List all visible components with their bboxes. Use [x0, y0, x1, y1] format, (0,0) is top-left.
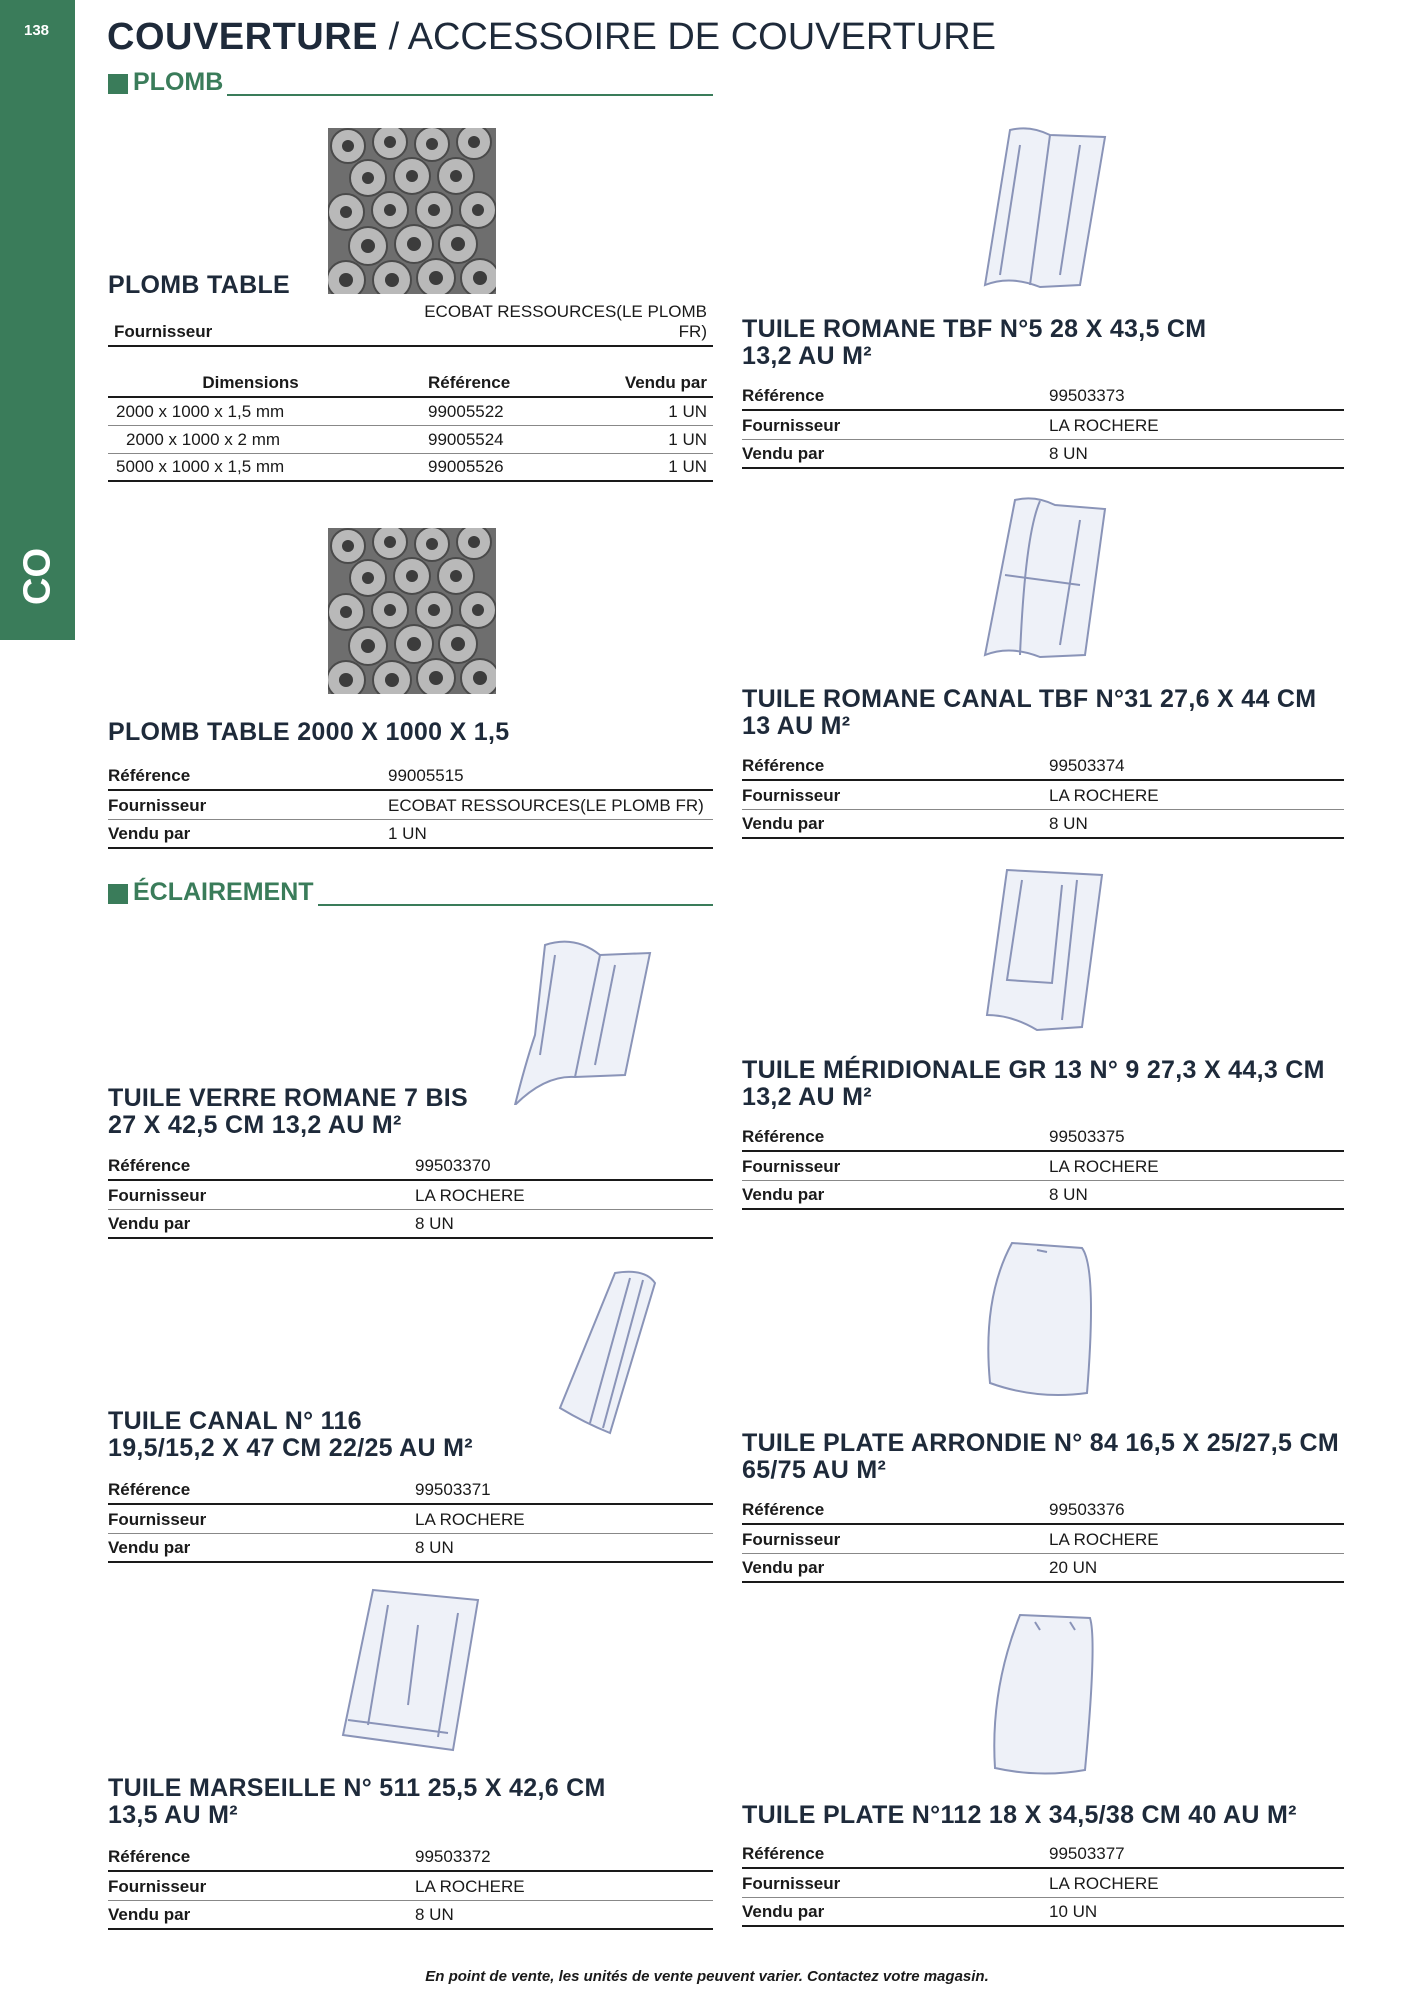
ref-label: Référence — [742, 1500, 825, 1519]
product-title — [742, 1057, 1325, 1111]
title-line: TUILE MÉRIDIONALE GR 13 N° 9 27,3 X 44,3 CM — [742, 1056, 1325, 1084]
product-title: PLOMB TABLE — [108, 271, 290, 299]
section-rule — [318, 904, 713, 906]
section-eclairement — [108, 878, 713, 907]
ref-value: 99005515 — [388, 766, 464, 785]
ref-value: 99503370 — [415, 1156, 491, 1175]
supplier-value: LA ROCHERE — [415, 1877, 525, 1896]
ref-label: Référence — [742, 386, 825, 405]
sold-by-label: Vendu par — [108, 824, 191, 843]
plomb-table-supplier — [108, 302, 713, 347]
product-title — [108, 1408, 473, 1462]
sold-by-value: 8 UN — [415, 1214, 454, 1233]
ref-value: 99503377 — [1049, 1844, 1125, 1863]
spec-table — [742, 1123, 1344, 1210]
table-row — [108, 454, 713, 482]
cell-ref: 99005522 — [428, 402, 504, 421]
sold-by-label: Vendu par — [742, 814, 825, 833]
sold-by-value: 8 UN — [1049, 1185, 1088, 1204]
title-line: 13,2 AU M² — [742, 1083, 872, 1111]
spec-table — [108, 1843, 713, 1930]
cell-ref: 99005526 — [428, 457, 504, 476]
title-line: 13,2 AU M² — [742, 342, 872, 370]
sold-by-label: Vendu par — [108, 1905, 191, 1924]
spec-table — [108, 1152, 713, 1239]
supplier-label: Fournisseur — [108, 1186, 207, 1205]
section-plomb — [108, 68, 713, 97]
title-line: 19,5/15,2 X 47 CM 22/25 AU M² — [108, 1434, 473, 1462]
sold-by-label: Vendu par — [108, 1538, 191, 1557]
sold-by-value: 1 UN — [388, 824, 427, 843]
supplier-value: LA ROCHERE — [415, 1186, 525, 1205]
ref-label: Référence — [108, 766, 191, 785]
table-row — [108, 426, 713, 454]
sold-by-value: 10 UN — [1049, 1902, 1098, 1921]
cell-vendu: 1 UN — [668, 457, 707, 476]
roman-canal-tile-image — [980, 495, 1110, 663]
roman-tbf5-tile-image — [980, 125, 1110, 293]
supplier-label: Fournisseur — [742, 786, 841, 805]
supplier-label: Fournisseur — [114, 322, 213, 341]
spec-table — [108, 762, 713, 849]
sold-by-value: 8 UN — [1049, 444, 1088, 463]
col-reference: Référence — [428, 373, 511, 392]
title-line: TUILE ROMANE CANAL TBF N°31 27,6 X 44 CM — [742, 685, 1317, 713]
title-line: TUILE PLATE ARRONDIE N° 84 16,5 X 25/27,5 CM — [742, 1429, 1339, 1457]
page-title-separator: / — [388, 16, 400, 58]
supplier-label: Fournisseur — [742, 1157, 841, 1176]
product-title — [742, 1430, 1339, 1484]
spec-table — [742, 752, 1344, 839]
title-line: 27 X 42,5 CM 13,2 AU M² — [108, 1111, 402, 1139]
title-line: 13 AU M² — [742, 712, 851, 740]
section-code: CO — [16, 548, 59, 605]
page-title-sub: ACCESSOIRE DE COUVERTURE — [407, 16, 997, 58]
meridionale-tile-image — [982, 865, 1107, 1033]
supplier-label: Fournisseur — [108, 1510, 207, 1529]
ref-label: Référence — [742, 1844, 825, 1863]
col-vendu: Vendu par — [624, 373, 707, 392]
spec-table — [742, 1840, 1344, 1927]
glass-roman-tile-image — [505, 935, 655, 1105]
product-title — [108, 1085, 468, 1139]
cell-vendu: 1 UN — [668, 430, 707, 449]
dimensions-table — [108, 370, 713, 482]
supplier-value: LA ROCHERE — [1049, 416, 1159, 435]
title-line: TUILE ROMANE TBF N°5 28 X 43,5 CM — [742, 315, 1207, 343]
supplier-label: Fournisseur — [742, 416, 841, 435]
supplier-value: LA ROCHERE — [1049, 1874, 1159, 1893]
product-title: TUILE PLATE N°112 18 X 34,5/38 CM 40 AU M² — [742, 1801, 1297, 1829]
sold-by-value: 20 UN — [1049, 1558, 1098, 1577]
sold-by-value: 8 UN — [415, 1538, 454, 1557]
title-line: TUILE VERRE ROMANE 7 BIS — [108, 1084, 469, 1112]
section-marker — [108, 74, 128, 94]
title-line: TUILE CANAL N° 116 — [108, 1407, 362, 1435]
spec-table — [742, 1496, 1344, 1583]
supplier-value: LA ROCHERE — [1049, 786, 1159, 805]
product-title: PLOMB TABLE 2000 X 1000 X 1,5 — [108, 718, 510, 746]
ref-value: 99503374 — [1049, 756, 1125, 775]
ref-label: Référence — [108, 1480, 191, 1499]
page-number: 138 — [24, 22, 50, 39]
sold-by-label: Vendu par — [742, 1558, 825, 1577]
ref-label: Référence — [742, 1127, 825, 1146]
supplier-value: ECOBAT RESSOURCES(LE PLOMB FR) — [424, 302, 707, 341]
section-marker — [108, 884, 128, 904]
table-header — [108, 370, 713, 398]
section-eclairement-label: ÉCLAIREMENT — [133, 878, 314, 906]
supplier-value: LA ROCHERE — [415, 1510, 525, 1529]
spec-table — [742, 382, 1344, 469]
product-title — [742, 686, 1316, 740]
ref-value: 99503376 — [1049, 1500, 1125, 1519]
supplier-value: LA ROCHERE — [1049, 1157, 1159, 1176]
section-rule — [227, 94, 713, 96]
section-plomb-label: PLOMB — [133, 68, 224, 96]
sold-by-label: Vendu par — [742, 1185, 825, 1204]
supplier-label: Fournisseur — [108, 796, 207, 815]
cell-dim: 2000 x 1000 x 2 mm — [126, 430, 281, 449]
title-line: TUILE MARSEILLE N° 511 25,5 X 42,6 CM — [108, 1774, 606, 1802]
ref-label: Référence — [742, 756, 825, 775]
sold-by-label: Vendu par — [108, 1214, 191, 1233]
ref-value: 99503371 — [415, 1480, 491, 1499]
lead-sheet-photo — [328, 128, 496, 294]
page-title-main: COUVERTURE — [107, 16, 379, 58]
title-line: 13,5 AU M² — [108, 1801, 238, 1829]
supplier-label: Fournisseur — [108, 1877, 207, 1896]
spec-table — [108, 1476, 713, 1563]
sold-by-value: 8 UN — [1049, 814, 1088, 833]
supplier-value: ECOBAT RESSOURCES(LE PLOMB FR) — [388, 796, 704, 815]
canal-tile-image — [555, 1268, 665, 1438]
page-title — [107, 16, 996, 59]
marseille-tile-image — [338, 1585, 486, 1755]
title-line: 65/75 AU M² — [742, 1456, 887, 1484]
col-dimensions: Dimensions — [202, 373, 299, 392]
ref-label: Référence — [108, 1847, 191, 1866]
supplier-label: Fournisseur — [742, 1530, 841, 1549]
product-title — [108, 1775, 606, 1829]
table-row — [108, 398, 713, 426]
ref-value: 99503372 — [415, 1847, 491, 1866]
ref-label: Référence — [108, 1156, 191, 1175]
footer-note: En point de vente, les unités de vente peuvent varier. Contactez votre magasin. — [425, 1968, 989, 1985]
plate-arrondie-tile-image — [982, 1238, 1107, 1400]
ref-value: 99503373 — [1049, 386, 1125, 405]
cell-vendu: 1 UN — [668, 402, 707, 421]
product-title — [742, 316, 1206, 370]
lead-sheet-photo — [328, 528, 496, 694]
supplier-label: Fournisseur — [742, 1874, 841, 1893]
supplier-value: LA ROCHERE — [1049, 1530, 1159, 1549]
ref-value: 99503375 — [1049, 1127, 1125, 1146]
sold-by-value: 8 UN — [415, 1905, 454, 1924]
plate-112-tile-image — [985, 1610, 1105, 1780]
sold-by-label: Vendu par — [742, 444, 825, 463]
sold-by-label: Vendu par — [742, 1902, 825, 1921]
side-tab — [0, 0, 75, 640]
cell-dim: 5000 x 1000 x 1,5 mm — [116, 457, 285, 476]
cell-dim: 2000 x 1000 x 1,5 mm — [116, 402, 285, 421]
cell-ref: 99005524 — [428, 430, 504, 449]
